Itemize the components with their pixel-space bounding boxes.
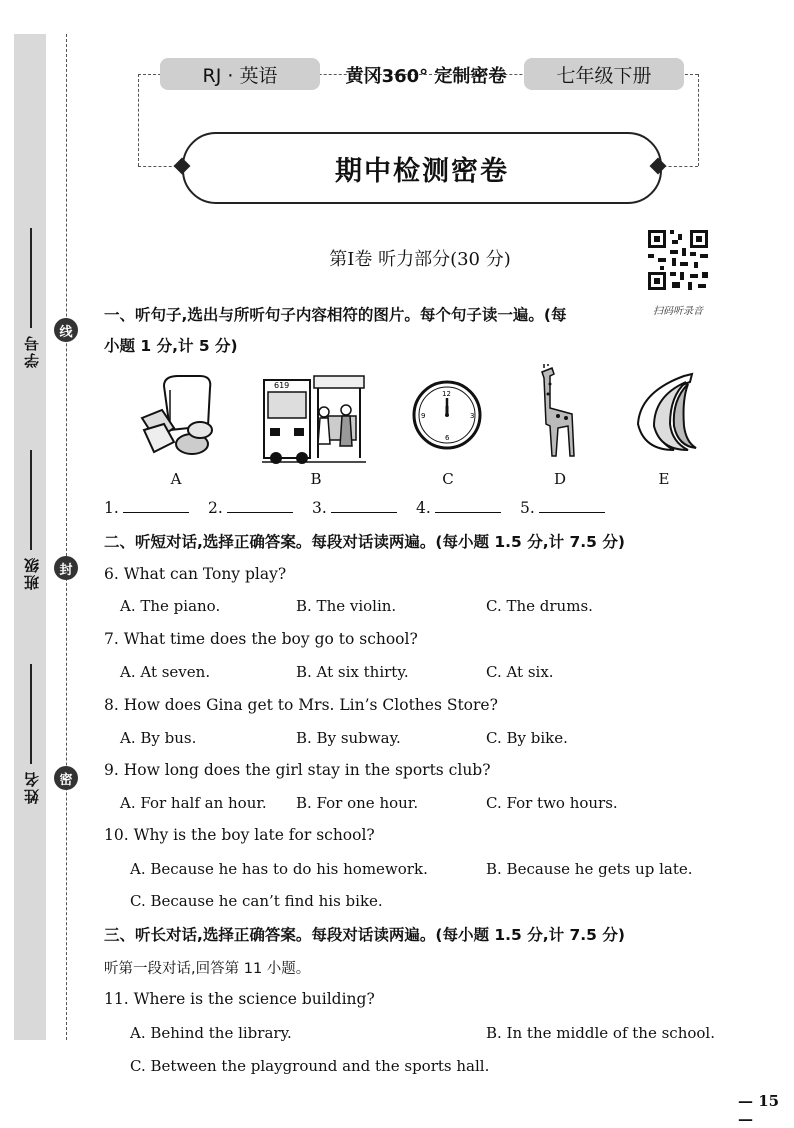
q6-option-b[interactable]: B. The violin. bbox=[296, 597, 397, 615]
grade-pill: 七年级下册 bbox=[524, 58, 684, 90]
picture-label-a: A bbox=[170, 470, 182, 488]
qr-caption: 扫码听录音 bbox=[653, 306, 703, 317]
header-dash-left bbox=[138, 74, 139, 166]
q9-option-c[interactable]: C. For two hours. bbox=[486, 794, 618, 812]
picture-label-e: E bbox=[658, 470, 670, 488]
section1-heading-line2: 小题 1 分,计 5 分) bbox=[104, 337, 238, 355]
cut-mark-seal: 封 bbox=[54, 556, 78, 580]
answer-blank-1[interactable]: 1. bbox=[104, 498, 189, 517]
svg-text:619: 619 bbox=[274, 381, 290, 390]
q10-option-c[interactable]: C. Because he can’t find his bike. bbox=[130, 892, 383, 910]
q11-option-a[interactable]: A. Behind the library. bbox=[130, 1024, 292, 1042]
svg-text:6: 6 bbox=[445, 434, 450, 442]
page-title: 期中检测密卷 bbox=[182, 132, 662, 204]
q9-option-b[interactable]: B. For one hour. bbox=[296, 794, 419, 812]
q11-option-c[interactable]: C. Between the playground and the sports hall. bbox=[130, 1057, 490, 1075]
section1-heading-line1: 一、听句子,选出与所听句子内容相符的图片。每个句子读一遍。(每 bbox=[104, 306, 567, 324]
answer-blank-3[interactable]: 3. bbox=[312, 498, 397, 517]
svg-text:3: 3 bbox=[470, 412, 475, 420]
qr-code-icon[interactable] bbox=[646, 228, 710, 292]
q10-option-b[interactable]: B. Because he gets up late. bbox=[486, 860, 693, 878]
bus-station-icon bbox=[262, 372, 366, 466]
picture-label-b: B bbox=[310, 470, 322, 488]
picture-label-c: C bbox=[442, 470, 454, 488]
bread-icon bbox=[134, 368, 216, 458]
giraffe-icon bbox=[528, 364, 584, 464]
subject-pill: RJ · 英语 bbox=[160, 58, 320, 90]
cut-mark-secret: 密 bbox=[54, 766, 78, 790]
name-label: 姓名 bbox=[22, 770, 41, 804]
q11-option-b[interactable]: B. In the middle of the school. bbox=[486, 1024, 715, 1042]
bananas-icon bbox=[630, 370, 700, 458]
q8-option-b[interactable]: B. By subway. bbox=[296, 729, 401, 747]
name-field[interactable] bbox=[16, 664, 46, 804]
q8-option-a[interactable]: A. By bus. bbox=[120, 729, 197, 747]
answer-blank-4[interactable]: 4. bbox=[416, 498, 501, 517]
q6-option-c[interactable]: C. The drums. bbox=[486, 597, 593, 615]
class-label: 班级 bbox=[22, 556, 41, 590]
q6-option-a[interactable]: A. The piano. bbox=[120, 597, 221, 615]
svg-text:9: 9 bbox=[421, 412, 426, 420]
cut-mark-line: 线 bbox=[54, 318, 78, 342]
section3-heading: 三、听长对话,选择正确答案。每段对话读两遍。(每小题 1.5 分,计 7.5 分) bbox=[104, 926, 625, 944]
page-number: — 15 — bbox=[738, 1092, 780, 1128]
question-11: 11. Where is the science building? bbox=[104, 990, 375, 1008]
q7-option-b[interactable]: B. At six thirty. bbox=[296, 663, 409, 681]
question-8: 8. How does Gina get to Mrs. Lin’s Clothes Store? bbox=[104, 696, 498, 714]
question-6: 6. What can Tony play? bbox=[104, 565, 287, 583]
svg-text:12: 12 bbox=[442, 390, 451, 398]
question-9: 9. How long does the girl stay in the sports club? bbox=[104, 761, 491, 779]
part-title: 第Ⅰ卷 听力部分(30 分) bbox=[329, 249, 511, 270]
header-dash-right bbox=[698, 74, 699, 166]
q10-option-a[interactable]: A. Because he has to do his homework. bbox=[130, 860, 428, 878]
q7-option-a[interactable]: A. At seven. bbox=[120, 663, 211, 681]
picture-label-d: D bbox=[553, 470, 567, 488]
question-10: 10. Why is the boy late for school? bbox=[104, 826, 375, 844]
series-name: 黄冈360° 定制密卷 bbox=[345, 66, 507, 87]
q7-option-c[interactable]: C. At six. bbox=[486, 663, 554, 681]
clock-icon bbox=[412, 376, 482, 454]
answer-blank-5[interactable]: 5. bbox=[520, 498, 605, 517]
section2-heading: 二、听短对话,选择正确答案。每段对话读两遍。(每小题 1.5 分,计 7.5 分) bbox=[104, 533, 625, 551]
q8-option-c[interactable]: C. By bike. bbox=[486, 729, 568, 747]
section3-intro: 听第一段对话,回答第 11 小题。 bbox=[104, 961, 311, 977]
question-7: 7. What time does the boy go to school? bbox=[104, 630, 418, 648]
class-field[interactable] bbox=[16, 450, 46, 590]
answer-blank-2[interactable]: 2. bbox=[208, 498, 293, 517]
student-id-label: 学号 bbox=[22, 334, 41, 368]
student-id-field[interactable] bbox=[16, 228, 46, 368]
cut-line bbox=[66, 34, 67, 1040]
q9-option-a[interactable]: A. For half an hour. bbox=[120, 794, 267, 812]
